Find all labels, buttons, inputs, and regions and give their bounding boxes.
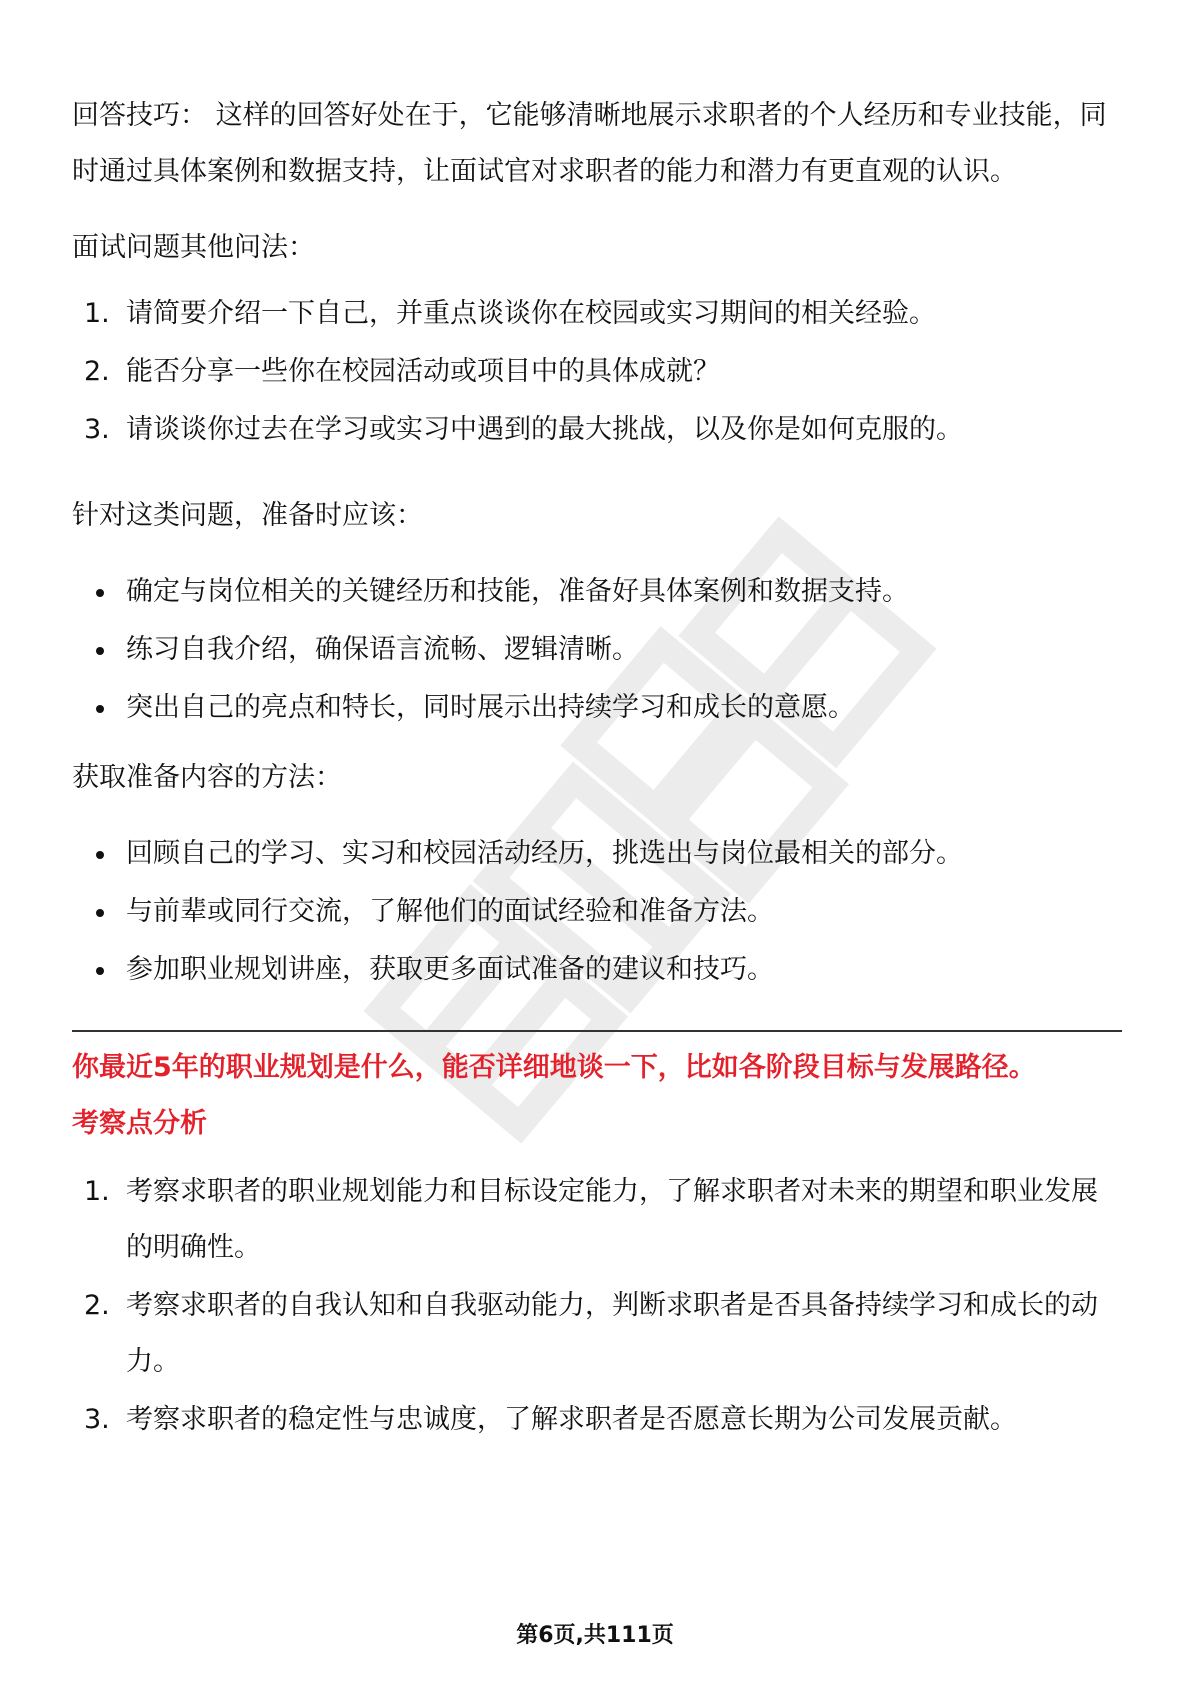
list-item bbox=[72, 402, 1122, 458]
list-item-text: 突出自己的亮点和特长，同时展示出持续学习和成长的意愿。 bbox=[126, 692, 855, 723]
list-item bbox=[72, 688, 1122, 728]
list-item bbox=[72, 892, 1122, 932]
methods-list bbox=[72, 834, 1122, 990]
list-item-text: 回顾自己的学习、实习和校园活动经历，挑选出与岗位最相关的部分。 bbox=[126, 838, 963, 869]
bullet-icon bbox=[96, 705, 104, 713]
bullet-icon bbox=[96, 967, 104, 975]
list-item bbox=[72, 572, 1122, 612]
list-item-text: 参加职业规划讲座，获取更多面试准备的建议和技巧。 bbox=[126, 954, 774, 985]
analysis-list bbox=[72, 1164, 1122, 1448]
list-item bbox=[72, 630, 1122, 670]
list-item-text: 请谈谈你过去在学习或实习中遇到的最大挑战，以及你是如何克服的。 bbox=[126, 414, 963, 445]
bullet-icon bbox=[96, 909, 104, 917]
list-number: 1. bbox=[84, 298, 110, 329]
list-item-text: 考察求职者的职业规划能力和目标设定能力，了解求职者对未来的期望和职业发展的明确性。 bbox=[126, 1176, 1098, 1263]
bullet-icon bbox=[96, 647, 104, 655]
list-item bbox=[72, 834, 1122, 874]
preparation-list bbox=[72, 572, 1122, 728]
question-title: 你最近5年的职业规划是什么，能否详细地谈一下，比如各阶段目标与发展路径。 bbox=[72, 1052, 1036, 1083]
list-item-text: 能否分享一些你在校园活动或项目中的具体成就？ bbox=[126, 356, 720, 387]
answer-tip-paragraph: 回答技巧： 这样的回答好处在于，它能够清晰地展示求职者的个人经历和专业技能，同时通过具体案例和数据支持，让面试官对求职者的能力和潜力有更直观的认识。 bbox=[72, 100, 1107, 187]
methods-heading: 获取准备内容的方法： bbox=[72, 762, 342, 793]
list-number: 2. bbox=[84, 356, 110, 387]
list-item-text: 确定与岗位相关的关键经历和技能，准备好具体案例和数据支持。 bbox=[126, 576, 909, 607]
list-item bbox=[72, 344, 1122, 400]
other-questions-heading: 面试问题其他问法： bbox=[72, 232, 315, 263]
analysis-heading: 考察点分析 bbox=[72, 1108, 207, 1139]
list-item-text: 考察求职者的稳定性与忠诚度，了解求职者是否愿意长期为公司发展贡献。 bbox=[126, 1404, 1017, 1435]
preparation-heading: 针对这类问题，准备时应该： bbox=[72, 500, 423, 531]
list-number: 2. bbox=[84, 1290, 110, 1321]
list-number: 1. bbox=[84, 1176, 110, 1207]
list-item bbox=[72, 1392, 1122, 1448]
list-item bbox=[72, 286, 1122, 342]
list-item-text: 考察求职者的自我认知和自我驱动能力，判断求职者是否具备持续学习和成长的动力。 bbox=[126, 1290, 1098, 1377]
list-number: 3. bbox=[84, 414, 110, 445]
bullet-icon bbox=[96, 851, 104, 859]
list-item-text: 练习自我介绍，确保语言流畅、逻辑清晰。 bbox=[126, 634, 639, 665]
list-number: 3. bbox=[84, 1404, 110, 1435]
bullet-icon bbox=[96, 589, 104, 597]
other-questions-list bbox=[72, 286, 1122, 458]
list-item-text: 与前辈或同行交流，了解他们的面试经验和准备方法。 bbox=[126, 896, 774, 927]
list-item-text: 请简要介绍一下自己，并重点谈谈你在校园或实习期间的相关经验。 bbox=[126, 298, 936, 329]
page-number-footer: 第6页,共111页 bbox=[516, 1623, 674, 1648]
list-item bbox=[72, 950, 1122, 990]
list-item bbox=[72, 1164, 1122, 1276]
section-divider bbox=[72, 1030, 1122, 1032]
list-item bbox=[72, 1278, 1122, 1390]
main-content bbox=[72, 88, 1122, 1450]
